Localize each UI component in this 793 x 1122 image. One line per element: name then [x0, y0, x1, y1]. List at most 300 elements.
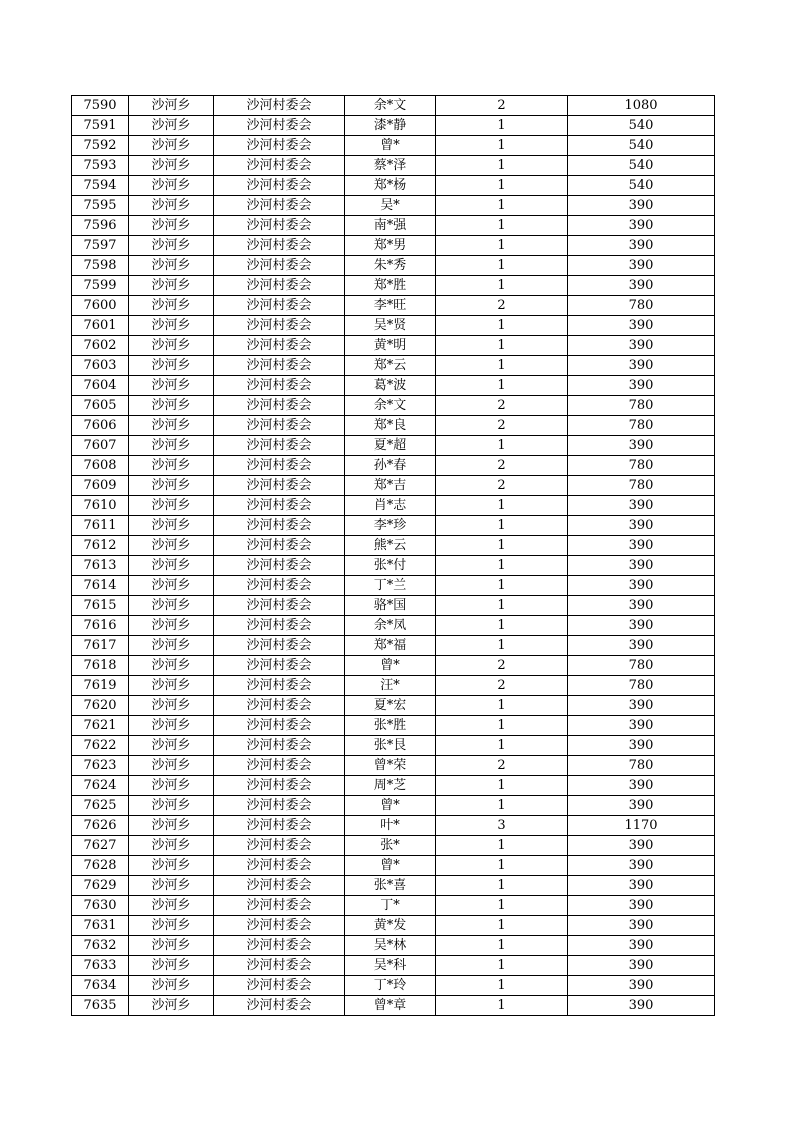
village-committee-cell: 沙河村委会 [214, 356, 345, 376]
township-cell: 沙河乡 [129, 276, 214, 296]
name-cell: 张* [345, 836, 436, 856]
name-cell: 吴*科 [345, 956, 436, 976]
table-row [72, 956, 715, 976]
amount-cell: 390 [568, 196, 715, 216]
township-cell: 沙河乡 [129, 116, 214, 136]
serial-number-cell: 7613 [72, 556, 129, 576]
table-row [72, 436, 715, 456]
amount-cell: 390 [568, 836, 715, 856]
township-cell: 沙河乡 [129, 776, 214, 796]
table-row [72, 936, 715, 956]
village-committee-cell: 沙河村委会 [214, 796, 345, 816]
name-cell: 肖*志 [345, 496, 436, 516]
table-row [72, 416, 715, 436]
serial-number-cell: 7630 [72, 896, 129, 916]
household-size-cell: 1 [436, 536, 568, 556]
serial-number-cell: 7606 [72, 416, 129, 436]
township-cell: 沙河乡 [129, 696, 214, 716]
township-cell: 沙河乡 [129, 876, 214, 896]
name-cell: 黄*发 [345, 916, 436, 936]
amount-cell: 390 [568, 276, 715, 296]
table-row [72, 656, 715, 676]
township-cell: 沙河乡 [129, 156, 214, 176]
household-size-cell: 1 [436, 936, 568, 956]
table-row [72, 576, 715, 596]
amount-cell: 390 [568, 696, 715, 716]
household-size-cell: 1 [436, 616, 568, 636]
serial-number-cell: 7598 [72, 256, 129, 276]
village-committee-cell: 沙河村委会 [214, 936, 345, 956]
serial-number-cell: 7623 [72, 756, 129, 776]
village-committee-cell: 沙河村委会 [214, 836, 345, 856]
township-cell: 沙河乡 [129, 196, 214, 216]
township-cell: 沙河乡 [129, 656, 214, 676]
village-committee-cell: 沙河村委会 [214, 576, 345, 596]
serial-number-cell: 7597 [72, 236, 129, 256]
village-committee-cell: 沙河村委会 [214, 476, 345, 496]
household-size-cell: 1 [436, 636, 568, 656]
name-cell: 叶* [345, 816, 436, 836]
village-committee-cell: 沙河村委会 [214, 256, 345, 276]
village-committee-cell: 沙河村委会 [214, 156, 345, 176]
table-row [72, 456, 715, 476]
serial-number-cell: 7626 [72, 816, 129, 836]
table-row [72, 376, 715, 396]
serial-number-cell: 7609 [72, 476, 129, 496]
table-row [72, 716, 715, 736]
serial-number-cell: 7619 [72, 676, 129, 696]
household-size-cell: 2 [436, 756, 568, 776]
table-row [72, 156, 715, 176]
township-cell: 沙河乡 [129, 936, 214, 956]
village-committee-cell: 沙河村委会 [214, 696, 345, 716]
amount-cell: 390 [568, 516, 715, 536]
village-committee-cell: 沙河村委会 [214, 116, 345, 136]
village-committee-cell: 沙河村委会 [214, 856, 345, 876]
township-cell: 沙河乡 [129, 336, 214, 356]
table-row [72, 216, 715, 236]
household-size-cell: 1 [436, 436, 568, 456]
amount-cell: 390 [568, 636, 715, 656]
roster-table-body [72, 96, 715, 1016]
table-row [72, 996, 715, 1016]
amount-cell: 390 [568, 856, 715, 876]
household-size-cell: 1 [436, 796, 568, 816]
serial-number-cell: 7602 [72, 336, 129, 356]
table-row [72, 756, 715, 776]
name-cell: 郑*胜 [345, 276, 436, 296]
township-cell: 沙河乡 [129, 836, 214, 856]
amount-cell: 780 [568, 656, 715, 676]
village-committee-cell: 沙河村委会 [214, 816, 345, 836]
township-cell: 沙河乡 [129, 956, 214, 976]
table-row [72, 796, 715, 816]
serial-number-cell: 7595 [72, 196, 129, 216]
township-cell: 沙河乡 [129, 456, 214, 476]
amount-cell: 540 [568, 156, 715, 176]
township-cell: 沙河乡 [129, 616, 214, 636]
amount-cell: 1170 [568, 816, 715, 836]
table-row [72, 356, 715, 376]
township-cell: 沙河乡 [129, 756, 214, 776]
serial-number-cell: 7612 [72, 536, 129, 556]
village-committee-cell: 沙河村委会 [214, 656, 345, 676]
table-row [72, 676, 715, 696]
township-cell: 沙河乡 [129, 596, 214, 616]
table-row [72, 536, 715, 556]
household-size-cell: 2 [436, 416, 568, 436]
name-cell: 曾* [345, 856, 436, 876]
name-cell: 郑*男 [345, 236, 436, 256]
amount-cell: 390 [568, 876, 715, 896]
township-cell: 沙河乡 [129, 136, 214, 156]
village-committee-cell: 沙河村委会 [214, 536, 345, 556]
table-row [72, 596, 715, 616]
amount-cell: 540 [568, 116, 715, 136]
name-cell: 李*珍 [345, 516, 436, 536]
table-row [72, 136, 715, 156]
township-cell: 沙河乡 [129, 996, 214, 1016]
table-row [72, 196, 715, 216]
name-cell: 张*胜 [345, 716, 436, 736]
household-size-cell: 2 [436, 456, 568, 476]
name-cell: 南*强 [345, 216, 436, 236]
name-cell: 丁* [345, 896, 436, 916]
name-cell: 蔡*泽 [345, 156, 436, 176]
township-cell: 沙河乡 [129, 316, 214, 336]
amount-cell: 390 [568, 496, 715, 516]
name-cell: 丁*玲 [345, 976, 436, 996]
household-size-cell: 1 [436, 736, 568, 756]
name-cell: 漆*静 [345, 116, 436, 136]
roster-table [71, 95, 715, 1016]
serial-number-cell: 7601 [72, 316, 129, 336]
household-size-cell: 1 [436, 976, 568, 996]
household-size-cell: 1 [436, 916, 568, 936]
amount-cell: 390 [568, 256, 715, 276]
amount-cell: 780 [568, 476, 715, 496]
township-cell: 沙河乡 [129, 556, 214, 576]
amount-cell: 390 [568, 916, 715, 936]
amount-cell: 780 [568, 676, 715, 696]
village-committee-cell: 沙河村委会 [214, 296, 345, 316]
amount-cell: 390 [568, 336, 715, 356]
household-size-cell: 1 [436, 696, 568, 716]
household-size-cell: 2 [436, 476, 568, 496]
township-cell: 沙河乡 [129, 496, 214, 516]
village-committee-cell: 沙河村委会 [214, 756, 345, 776]
serial-number-cell: 7605 [72, 396, 129, 416]
village-committee-cell: 沙河村委会 [214, 556, 345, 576]
village-committee-cell: 沙河村委会 [214, 96, 345, 116]
village-committee-cell: 沙河村委会 [214, 616, 345, 636]
name-cell: 郑*云 [345, 356, 436, 376]
serial-number-cell: 7634 [72, 976, 129, 996]
household-size-cell: 2 [436, 656, 568, 676]
village-committee-cell: 沙河村委会 [214, 916, 345, 936]
serial-number-cell: 7592 [72, 136, 129, 156]
table-row [72, 976, 715, 996]
serial-number-cell: 7607 [72, 436, 129, 456]
household-size-cell: 1 [436, 216, 568, 236]
household-size-cell: 1 [436, 196, 568, 216]
serial-number-cell: 7610 [72, 496, 129, 516]
serial-number-cell: 7625 [72, 796, 129, 816]
table-row [72, 396, 715, 416]
amount-cell: 780 [568, 396, 715, 416]
table-row [72, 236, 715, 256]
table-row [72, 636, 715, 656]
name-cell: 夏*宏 [345, 696, 436, 716]
amount-cell: 540 [568, 136, 715, 156]
amount-cell: 390 [568, 776, 715, 796]
household-size-cell: 2 [436, 676, 568, 696]
township-cell: 沙河乡 [129, 376, 214, 396]
table-row [72, 896, 715, 916]
household-size-cell: 1 [436, 236, 568, 256]
serial-number-cell: 7635 [72, 996, 129, 1016]
serial-number-cell: 7600 [72, 296, 129, 316]
household-size-cell: 1 [436, 176, 568, 196]
amount-cell: 390 [568, 236, 715, 256]
serial-number-cell: 7631 [72, 916, 129, 936]
township-cell: 沙河乡 [129, 796, 214, 816]
serial-number-cell: 7618 [72, 656, 129, 676]
township-cell: 沙河乡 [129, 396, 214, 416]
amount-cell: 390 [568, 616, 715, 636]
serial-number-cell: 7621 [72, 716, 129, 736]
village-committee-cell: 沙河村委会 [214, 376, 345, 396]
name-cell: 孙*春 [345, 456, 436, 476]
amount-cell: 390 [568, 556, 715, 576]
township-cell: 沙河乡 [129, 716, 214, 736]
household-size-cell: 1 [436, 256, 568, 276]
household-size-cell: 1 [436, 116, 568, 136]
household-size-cell: 1 [436, 516, 568, 536]
name-cell: 李*旺 [345, 296, 436, 316]
name-cell: 郑*福 [345, 636, 436, 656]
name-cell: 郑*杨 [345, 176, 436, 196]
village-committee-cell: 沙河村委会 [214, 876, 345, 896]
name-cell: 郑*良 [345, 416, 436, 436]
name-cell: 曾*章 [345, 996, 436, 1016]
table-row [72, 616, 715, 636]
table-row [72, 476, 715, 496]
village-committee-cell: 沙河村委会 [214, 996, 345, 1016]
name-cell: 曾* [345, 136, 436, 156]
serial-number-cell: 7608 [72, 456, 129, 476]
amount-cell: 390 [568, 436, 715, 456]
table-row [72, 296, 715, 316]
serial-number-cell: 7620 [72, 696, 129, 716]
table-row [72, 176, 715, 196]
village-committee-cell: 沙河村委会 [214, 776, 345, 796]
amount-cell: 390 [568, 976, 715, 996]
village-committee-cell: 沙河村委会 [214, 896, 345, 916]
household-size-cell: 1 [436, 876, 568, 896]
amount-cell: 390 [568, 536, 715, 556]
village-committee-cell: 沙河村委会 [214, 516, 345, 536]
township-cell: 沙河乡 [129, 816, 214, 836]
village-committee-cell: 沙河村委会 [214, 716, 345, 736]
village-committee-cell: 沙河村委会 [214, 676, 345, 696]
amount-cell: 780 [568, 756, 715, 776]
table-row [72, 276, 715, 296]
serial-number-cell: 7633 [72, 956, 129, 976]
name-cell: 曾* [345, 656, 436, 676]
table-row [72, 916, 715, 936]
household-size-cell: 1 [436, 576, 568, 596]
township-cell: 沙河乡 [129, 356, 214, 376]
village-committee-cell: 沙河村委会 [214, 416, 345, 436]
serial-number-cell: 7614 [72, 576, 129, 596]
name-cell: 熊*云 [345, 536, 436, 556]
name-cell: 余*文 [345, 396, 436, 416]
name-cell: 葛*波 [345, 376, 436, 396]
amount-cell: 780 [568, 416, 715, 436]
township-cell: 沙河乡 [129, 916, 214, 936]
village-committee-cell: 沙河村委会 [214, 136, 345, 156]
amount-cell: 390 [568, 716, 715, 736]
serial-number-cell: 7622 [72, 736, 129, 756]
township-cell: 沙河乡 [129, 416, 214, 436]
township-cell: 沙河乡 [129, 236, 214, 256]
amount-cell: 390 [568, 356, 715, 376]
serial-number-cell: 7617 [72, 636, 129, 656]
name-cell: 余*凤 [345, 616, 436, 636]
name-cell: 汪* [345, 676, 436, 696]
household-size-cell: 1 [436, 356, 568, 376]
township-cell: 沙河乡 [129, 476, 214, 496]
village-committee-cell: 沙河村委会 [214, 216, 345, 236]
village-committee-cell: 沙河村委会 [214, 316, 345, 336]
amount-cell: 390 [568, 596, 715, 616]
table-row [72, 876, 715, 896]
household-size-cell: 3 [436, 816, 568, 836]
village-committee-cell: 沙河村委会 [214, 596, 345, 616]
township-cell: 沙河乡 [129, 176, 214, 196]
village-committee-cell: 沙河村委会 [214, 956, 345, 976]
serial-number-cell: 7593 [72, 156, 129, 176]
township-cell: 沙河乡 [129, 436, 214, 456]
table-row [72, 696, 715, 716]
village-committee-cell: 沙河村委会 [214, 976, 345, 996]
village-committee-cell: 沙河村委会 [214, 496, 345, 516]
township-cell: 沙河乡 [129, 96, 214, 116]
serial-number-cell: 7629 [72, 876, 129, 896]
village-committee-cell: 沙河村委会 [214, 336, 345, 356]
name-cell: 丁*兰 [345, 576, 436, 596]
household-size-cell: 1 [436, 836, 568, 856]
amount-cell: 390 [568, 896, 715, 916]
amount-cell: 390 [568, 956, 715, 976]
amount-cell: 780 [568, 456, 715, 476]
name-cell: 曾* [345, 796, 436, 816]
township-cell: 沙河乡 [129, 516, 214, 536]
household-size-cell: 1 [436, 376, 568, 396]
household-size-cell: 2 [436, 296, 568, 316]
serial-number-cell: 7604 [72, 376, 129, 396]
table-row [72, 256, 715, 276]
serial-number-cell: 7603 [72, 356, 129, 376]
serial-number-cell: 7616 [72, 616, 129, 636]
serial-number-cell: 7599 [72, 276, 129, 296]
household-size-cell: 1 [436, 316, 568, 336]
household-size-cell: 1 [436, 856, 568, 876]
serial-number-cell: 7611 [72, 516, 129, 536]
serial-number-cell: 7590 [72, 96, 129, 116]
village-committee-cell: 沙河村委会 [214, 436, 345, 456]
household-size-cell: 2 [436, 96, 568, 116]
name-cell: 张*付 [345, 556, 436, 576]
name-cell: 郑*吉 [345, 476, 436, 496]
household-size-cell: 1 [436, 596, 568, 616]
township-cell: 沙河乡 [129, 856, 214, 876]
household-size-cell: 1 [436, 556, 568, 576]
village-committee-cell: 沙河村委会 [214, 176, 345, 196]
serial-number-cell: 7632 [72, 936, 129, 956]
serial-number-cell: 7615 [72, 596, 129, 616]
village-committee-cell: 沙河村委会 [214, 196, 345, 216]
household-size-cell: 1 [436, 496, 568, 516]
amount-cell: 1080 [568, 96, 715, 116]
amount-cell: 390 [568, 576, 715, 596]
township-cell: 沙河乡 [129, 896, 214, 916]
amount-cell: 390 [568, 376, 715, 396]
table-row [72, 496, 715, 516]
amount-cell: 390 [568, 736, 715, 756]
township-cell: 沙河乡 [129, 976, 214, 996]
township-cell: 沙河乡 [129, 256, 214, 276]
table-row [72, 816, 715, 836]
amount-cell: 390 [568, 996, 715, 1016]
name-cell: 余*文 [345, 96, 436, 116]
household-size-cell: 1 [436, 956, 568, 976]
village-committee-cell: 沙河村委会 [214, 736, 345, 756]
name-cell: 黄*明 [345, 336, 436, 356]
serial-number-cell: 7596 [72, 216, 129, 236]
table-row [72, 316, 715, 336]
village-committee-cell: 沙河村委会 [214, 276, 345, 296]
name-cell: 吴* [345, 196, 436, 216]
table-row [72, 556, 715, 576]
table-row [72, 776, 715, 796]
amount-cell: 390 [568, 316, 715, 336]
household-size-cell: 1 [436, 776, 568, 796]
table-row [72, 736, 715, 756]
table-row [72, 116, 715, 136]
village-committee-cell: 沙河村委会 [214, 456, 345, 476]
table-row [72, 856, 715, 876]
name-cell: 夏*超 [345, 436, 436, 456]
township-cell: 沙河乡 [129, 676, 214, 696]
township-cell: 沙河乡 [129, 736, 214, 756]
table-row [72, 96, 715, 116]
township-cell: 沙河乡 [129, 636, 214, 656]
name-cell: 吴*贤 [345, 316, 436, 336]
household-size-cell: 1 [436, 996, 568, 1016]
serial-number-cell: 7624 [72, 776, 129, 796]
household-size-cell: 1 [436, 716, 568, 736]
name-cell: 张*艮 [345, 736, 436, 756]
village-committee-cell: 沙河村委会 [214, 236, 345, 256]
township-cell: 沙河乡 [129, 576, 214, 596]
amount-cell: 780 [568, 296, 715, 316]
township-cell: 沙河乡 [129, 296, 214, 316]
name-cell: 周*芝 [345, 776, 436, 796]
name-cell: 朱*秀 [345, 256, 436, 276]
serial-number-cell: 7628 [72, 856, 129, 876]
